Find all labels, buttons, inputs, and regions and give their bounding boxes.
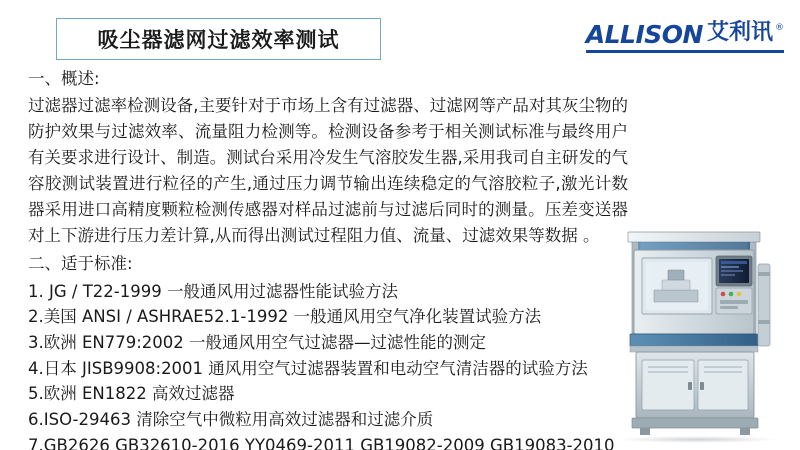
brand-logo [586, 22, 784, 53]
body-content [28, 66, 628, 450]
page-title: 吸尘器滤网过滤效率测试 [97, 28, 340, 52]
brand-row [586, 22, 784, 47]
list-item: 5.欧洲 EN1822 高效过滤器 [28, 384, 235, 404]
list-item: 7.GB2626 GB32610-2016 YY0469-2011 GB19082-2009 GB19083-2010 [28, 435, 615, 450]
test-machine-image [608, 228, 790, 443]
list-item: 2.美国 ANSI / ASHRAE52.1-1992 一般通风用空气净化装置试验方法 [28, 307, 542, 327]
list-item: 4.日本 JISB9908:2001 通风用空气过滤器装置和电动空气清洁器的试验方法 [28, 358, 588, 378]
brand-chinese-name: 艾利讯 [706, 20, 773, 45]
standards-list [28, 279, 628, 450]
registered-trademark-icon: ® [775, 23, 784, 33]
brand-latin-name: ALLISON [585, 20, 703, 49]
list-item: 6.ISO-29463 清除空气中微粒用高效过滤器和过滤介质 [28, 410, 434, 430]
list-item: 1. JG / T22-1999 一般通风用过滤器性能试验方法 [28, 281, 398, 301]
machine-shadow [618, 436, 778, 443]
brand-underline [586, 50, 784, 53]
list-item: 3.欧洲 EN779:2002 一般通风用空气过滤器—过滤性能的测定 [28, 332, 487, 352]
overview-heading: 一、概述: [28, 69, 100, 88]
test-machine-illustration [608, 228, 790, 443]
standards-heading: 二、适于标准: [28, 254, 133, 274]
page-title-box [56, 18, 381, 60]
overview-paragraph: 过滤器过滤率检测设备,主要针对于市场上含有过滤器、过滤网等产品对其灰尘物的防护效果与过滤效率、流量阻力检测等。检测设备参考于相关测试标准与最终用户有关要求进行设计、制造。测试台采用冷发生气溶胶发生器,采用我司自主研发的气容胶测试装置进行粒径的产生,通过压力调节输出连续稳定的气溶胶粒子,激光计数器采用进口高精度颗粒检测传感器对样品过滤前与过滤后同时的测量。压差变送器对上下游进行压力差计算,从而得出测试过程阻力值、流量、过滤效果等数据 。 [28, 96, 628, 246]
